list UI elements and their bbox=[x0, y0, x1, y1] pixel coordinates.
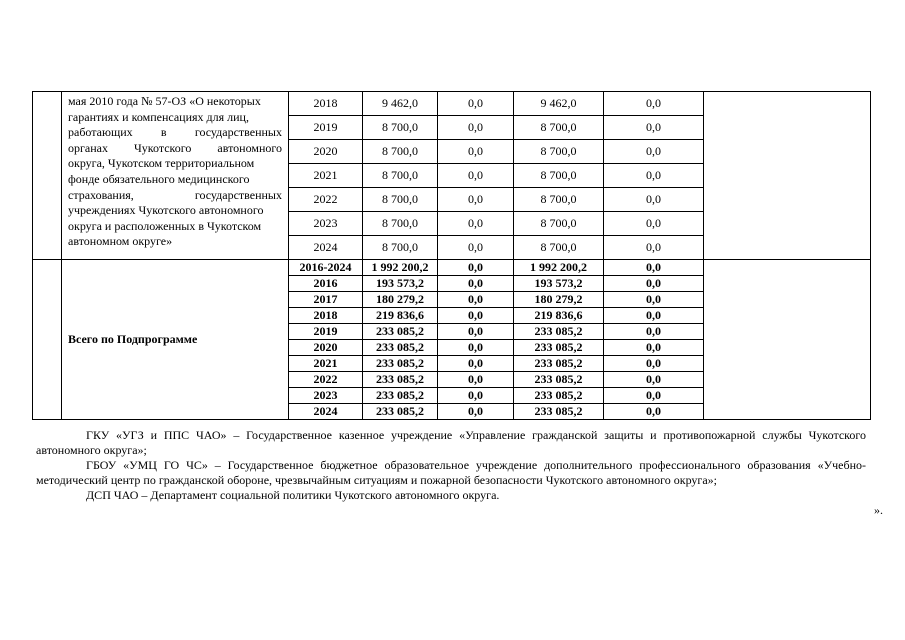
description-line: органах Чукотского автономного bbox=[68, 140, 282, 155]
notes-cell bbox=[704, 92, 871, 260]
amount-cell: 233 085,2 bbox=[363, 356, 438, 372]
amount-cell: 0,0 bbox=[438, 140, 514, 164]
amount-cell: 0,0 bbox=[438, 308, 514, 324]
description-line: автономном округе» bbox=[68, 234, 173, 249]
amount-cell: 8 700,0 bbox=[363, 140, 438, 164]
amount-cell: 8 700,0 bbox=[514, 236, 604, 260]
amount-cell: 0,0 bbox=[604, 260, 704, 276]
amount-cell: 0,0 bbox=[604, 404, 704, 420]
amount-cell: 0,0 bbox=[604, 308, 704, 324]
year-cell: 2022 bbox=[289, 372, 363, 388]
amount-cell: 233 085,2 bbox=[514, 404, 604, 420]
amount-cell: 0,0 bbox=[438, 356, 514, 372]
amount-cell: 0,0 bbox=[604, 236, 704, 260]
description-line: работающих в государственных bbox=[68, 125, 282, 140]
amount-cell: 0,0 bbox=[604, 92, 704, 116]
amount-cell: 0,0 bbox=[438, 404, 514, 420]
description-line: гарантиях и компенсациях для лиц, bbox=[68, 109, 249, 124]
amount-cell: 0,0 bbox=[604, 292, 704, 308]
amount-cell: 0,0 bbox=[604, 388, 704, 404]
amount-cell: 0,0 bbox=[438, 324, 514, 340]
amount-cell: 0,0 bbox=[438, 116, 514, 140]
description-line: учреждениях Чукотского автономного bbox=[68, 203, 264, 218]
amount-cell: 8 700,0 bbox=[363, 212, 438, 236]
note-paragraph: ГКУ «УГЗ и ППС ЧАО» – Государственное казенное учреждение «Управление гражданской защиты и противопожарной службы Чукотского автономного округа»; bbox=[36, 428, 866, 457]
amount-cell: 233 085,2 bbox=[363, 404, 438, 420]
year-cell: 2022 bbox=[289, 188, 363, 212]
index-cell bbox=[33, 260, 62, 420]
year-cell: 2020 bbox=[289, 140, 363, 164]
note-paragraph: ДСП ЧАО – Департамент социальной политики Чукотского автономного округа. bbox=[86, 488, 500, 502]
amount-cell: 219 836,6 bbox=[514, 308, 604, 324]
amount-cell: 9 462,0 bbox=[363, 92, 438, 116]
year-cell: 2020 bbox=[289, 340, 363, 356]
amount-cell: 0,0 bbox=[604, 116, 704, 140]
abbreviations-notes bbox=[36, 428, 866, 503]
amount-cell: 1 992 200,2 bbox=[363, 260, 438, 276]
year-cell: 2016 bbox=[289, 276, 363, 292]
amount-cell: 0,0 bbox=[604, 140, 704, 164]
note-paragraph: ГБОУ «УМЦ ГО ЧС» – Государственное бюджетное образовательное учреждение дополнительного профессионального образования «Учебно-методический центр по гражданской обороне, чрезвычайным ситуациям и пожарной безопасности Чукотского автономного округа»; bbox=[36, 458, 866, 487]
amount-cell: 233 085,2 bbox=[514, 324, 604, 340]
year-cell: 2021 bbox=[289, 164, 363, 188]
amount-cell: 233 085,2 bbox=[363, 388, 438, 404]
amount-cell: 8 700,0 bbox=[514, 164, 604, 188]
amount-cell: 233 085,2 bbox=[363, 372, 438, 388]
year-cell: 2018 bbox=[289, 92, 363, 116]
amount-cell: 0,0 bbox=[604, 340, 704, 356]
year-cell: 2023 bbox=[289, 212, 363, 236]
year-cell: 2016-2024 bbox=[289, 260, 363, 276]
year-cell: 2019 bbox=[289, 116, 363, 140]
amount-cell: 233 085,2 bbox=[514, 356, 604, 372]
amount-cell: 9 462,0 bbox=[514, 92, 604, 116]
amount-cell: 233 085,2 bbox=[514, 372, 604, 388]
year-cell: 2024 bbox=[289, 236, 363, 260]
amount-cell: 8 700,0 bbox=[363, 164, 438, 188]
program-description bbox=[62, 92, 289, 260]
amount-cell: 0,0 bbox=[438, 276, 514, 292]
amount-cell: 233 085,2 bbox=[514, 388, 604, 404]
amount-cell: 233 085,2 bbox=[514, 340, 604, 356]
amount-cell: 0,0 bbox=[438, 260, 514, 276]
amount-cell: 0,0 bbox=[438, 372, 514, 388]
amount-cell: 233 085,2 bbox=[363, 324, 438, 340]
description-line: округа, Чукотском территориальном bbox=[68, 156, 255, 171]
amount-cell: 8 700,0 bbox=[363, 116, 438, 140]
year-cell: 2019 bbox=[289, 324, 363, 340]
amount-cell: 180 279,2 bbox=[363, 292, 438, 308]
amount-cell: 8 700,0 bbox=[363, 188, 438, 212]
amount-cell: 1 992 200,2 bbox=[514, 260, 604, 276]
amount-cell: 0,0 bbox=[438, 92, 514, 116]
description-line: мая 2010 года № 57-ОЗ «О некоторых bbox=[68, 94, 261, 108]
amount-cell: 8 700,0 bbox=[514, 212, 604, 236]
amount-cell: 0,0 bbox=[438, 340, 514, 356]
amount-cell: 0,0 bbox=[438, 388, 514, 404]
amount-cell: 0,0 bbox=[438, 292, 514, 308]
amount-cell: 8 700,0 bbox=[363, 236, 438, 260]
year-cell: 2021 bbox=[289, 356, 363, 372]
description-line: округа и расположенных в Чукотском bbox=[68, 218, 262, 233]
year-cell: 2023 bbox=[289, 388, 363, 404]
budget-table bbox=[32, 91, 871, 420]
amount-cell: 0,0 bbox=[438, 212, 514, 236]
amount-cell: 8 700,0 bbox=[514, 140, 604, 164]
amount-cell: 0,0 bbox=[438, 164, 514, 188]
description-line: фонде обязательного медицинского bbox=[68, 171, 250, 186]
amount-cell: 0,0 bbox=[604, 164, 704, 188]
year-cell: 2024 bbox=[289, 404, 363, 420]
amount-cell: 0,0 bbox=[604, 212, 704, 236]
amount-cell: 0,0 bbox=[604, 372, 704, 388]
amount-cell: 8 700,0 bbox=[514, 116, 604, 140]
index-cell bbox=[33, 92, 62, 260]
amount-cell: 219 836,6 bbox=[363, 308, 438, 324]
amount-cell: 193 573,2 bbox=[514, 276, 604, 292]
notes-cell bbox=[704, 260, 871, 420]
table-row bbox=[33, 92, 871, 116]
description-line: страхования, государственных bbox=[68, 187, 282, 202]
amount-cell: 193 573,2 bbox=[363, 276, 438, 292]
amount-cell: 0,0 bbox=[438, 188, 514, 212]
amount-cell: 0,0 bbox=[604, 188, 704, 212]
closing-quote: ». bbox=[874, 503, 883, 517]
total-label: Всего по Подпрограмме bbox=[62, 260, 289, 420]
year-cell: 2017 bbox=[289, 292, 363, 308]
amount-cell: 0,0 bbox=[604, 276, 704, 292]
table-row bbox=[33, 260, 871, 276]
year-cell: 2018 bbox=[289, 308, 363, 324]
amount-cell: 0,0 bbox=[604, 356, 704, 372]
amount-cell: 8 700,0 bbox=[514, 188, 604, 212]
amount-cell: 0,0 bbox=[604, 324, 704, 340]
amount-cell: 233 085,2 bbox=[363, 340, 438, 356]
amount-cell: 180 279,2 bbox=[514, 292, 604, 308]
amount-cell: 0,0 bbox=[438, 236, 514, 260]
